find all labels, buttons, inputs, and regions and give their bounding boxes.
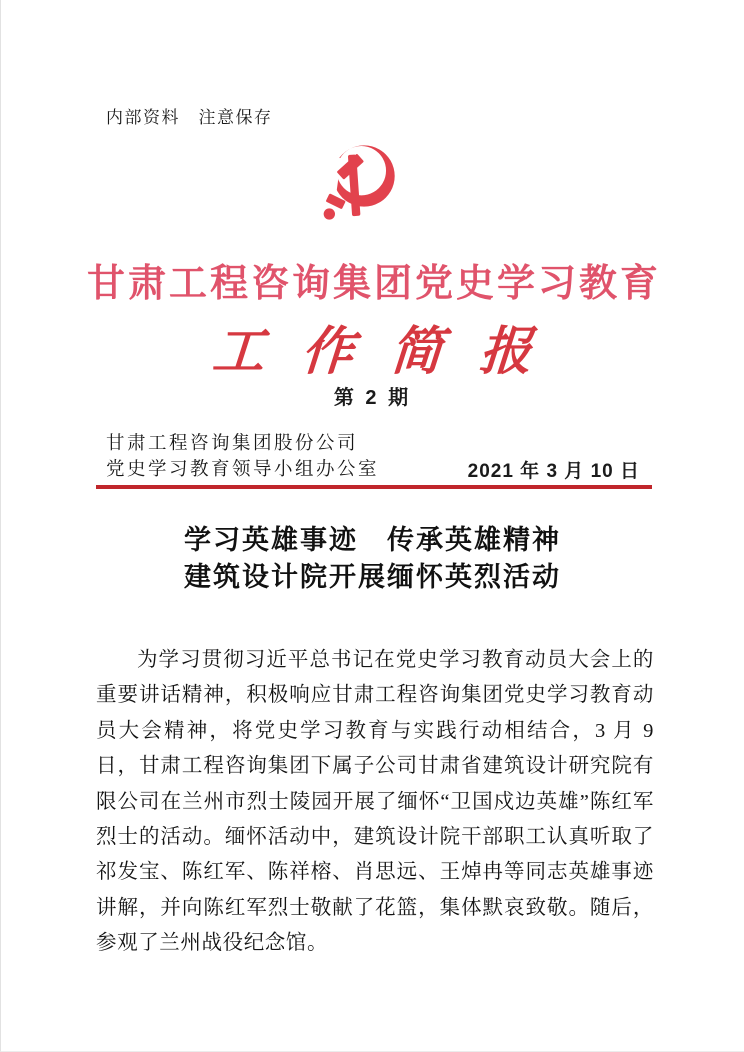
org-title: 甘肃工程咨询集团党史学习教育 bbox=[86, 263, 661, 305]
article-body: 为学习贯彻习近平总书记在党史学习教育动员大会上的重要讲话精神，积极响应甘肃工程咨询集团党史学习教育动员大会精神，将党史学习教育与实践行动相结合，3 月 9 日，甘肃工程咨询集团下属子公司甘肃省建筑设计研究院有限公司在兰州市烈士陵园开展了缅怀“卫国戍边英雄”陈红军烈士的活动。缅怀活动中，建筑设计院干部职工认真听取了祁发宝、陈红军、陈祥榕、肖思远、王焯冉等同志英雄事迹讲解，并向陈红军烈士敬献了花篮，集体默哀致敬。随后，参观了兰州战役纪念馆。 bbox=[96, 649, 654, 955]
publisher-line-1: 甘肃工程咨询集团股份公司 bbox=[106, 434, 359, 454]
headline-line-2: 建筑设计院开展缅怀英烈活动 bbox=[184, 562, 561, 592]
issue-date: 2021 年 3 月 10 日 bbox=[467, 461, 640, 482]
masthead-title: 工作简报 bbox=[210, 321, 571, 382]
issue-number: 第 2 期 bbox=[333, 387, 412, 409]
divider-rule bbox=[96, 485, 652, 489]
internal-material-notice: 内部资料 注意保存 bbox=[106, 108, 273, 127]
party-emblem-icon bbox=[322, 139, 402, 225]
publisher-line-2: 党史学习教育领导小组办公室 bbox=[106, 460, 380, 480]
publisher-block bbox=[106, 431, 379, 483]
headline-line-1: 学习英雄事迹 传承英雄精神 bbox=[184, 525, 561, 555]
article-headline bbox=[1, 522, 744, 596]
